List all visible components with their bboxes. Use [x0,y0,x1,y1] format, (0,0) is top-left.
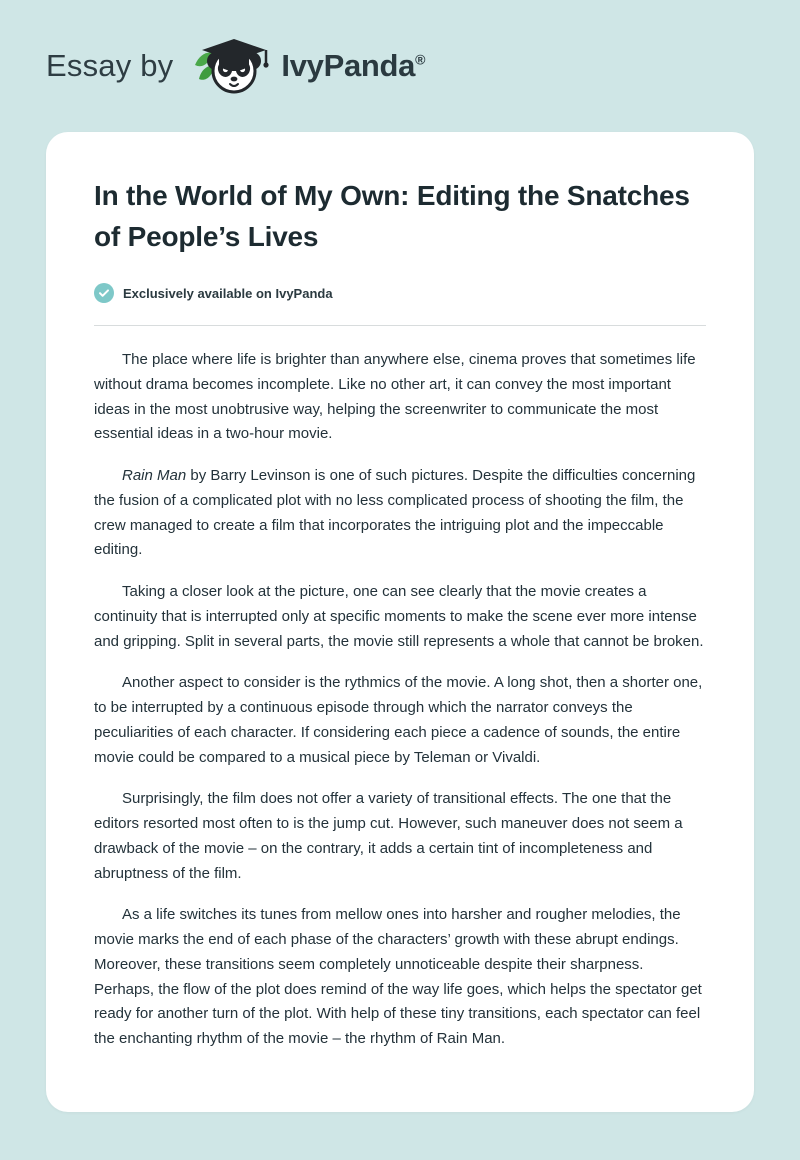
essay-paragraph [94,464,706,563]
essay-paragraph [94,671,706,770]
paragraph-text: Another aspect to consider is the rythmics of the movie. A long shot, then a shorter one, to be interrupted by a continuous episode through which the narrator conveys the peculiarities of each character. If considering each piece a cadence of sounds, the entire movie could be compared to a musical piece by Teleman or Vivaldi. [94,674,703,766]
brand-name [281,48,425,84]
page-title: In the World of My Own: Editing the Snatches of People’s Lives [94,180,690,252]
status-badge-label: Exclusively available on IvyPanda [123,285,333,301]
paragraph-text: Taking a closer look at the picture, one can see clearly that the movie creates a continuity that is interrupted only at specific moments to make the scene ever more intense and gripping. Split in several parts, the movie still represents a whole that cannot be broken. [94,583,704,650]
paragraph-text: Surprisingly, the film does not offer a variety of transitional effects. The one that the editors resorted most often to is the jump cut. However, such maneuver does not seem a drawback of the movie – on the contrary, it adds a certain tint of incompleteness and abruptness of the film. [94,790,683,882]
paragraph-text: As a life switches its tunes from mellow ones into harsher and rougher melodies, the movie marks the end of each phase of the characters’ growth with these abrupt endings. Moreover, these transitions seem completely unnoticeable despite their sharpness. Perhaps, the flow of the plot does remind of the way life goes, which helps the spectator get ready for another turn of the plot. With help of these tiny transitions, each spectator can feel the enchanting rhythm of the movie – the rhythm of Rain Man. [94,906,702,1048]
brand-logo[interactable] [189,35,425,97]
essay-by-label: Essay by [46,48,174,83]
document-card [46,132,754,1112]
essay-paragraph [94,787,706,886]
essay-paragraph [94,580,706,654]
title-divider [94,325,706,326]
paragraph-text: by Barry Levinson is one of such pictures. Despite the difficulties concerning the fusion of a complicated plot with no less complicated process of shooting the film, the crew managed to create a film that incorporates the intriguing plot and the impeccable editing. [94,467,696,559]
paragraph-text: The place where life is brighter than anywhere else, cinema proves that sometimes life without drama becomes incomplete. Like no other art, it can convey the most important ideas in the most unobtrusive way, helping the screenwriter to communicate the most essential ideas in a two-hour movie. [94,351,696,443]
emphasized-text: Rain Man [122,467,187,485]
essay-paragraph [94,903,706,1052]
site-header [0,0,800,132]
check-circle-icon [94,283,114,303]
brand-registered-mark: ® [415,51,426,68]
panda-graduate-icon [189,35,275,97]
brand-name-text: IvyPanda [281,48,416,83]
essay-paragraph [94,348,706,447]
essay-body [94,348,706,1052]
exclusive-badge [94,283,706,303]
